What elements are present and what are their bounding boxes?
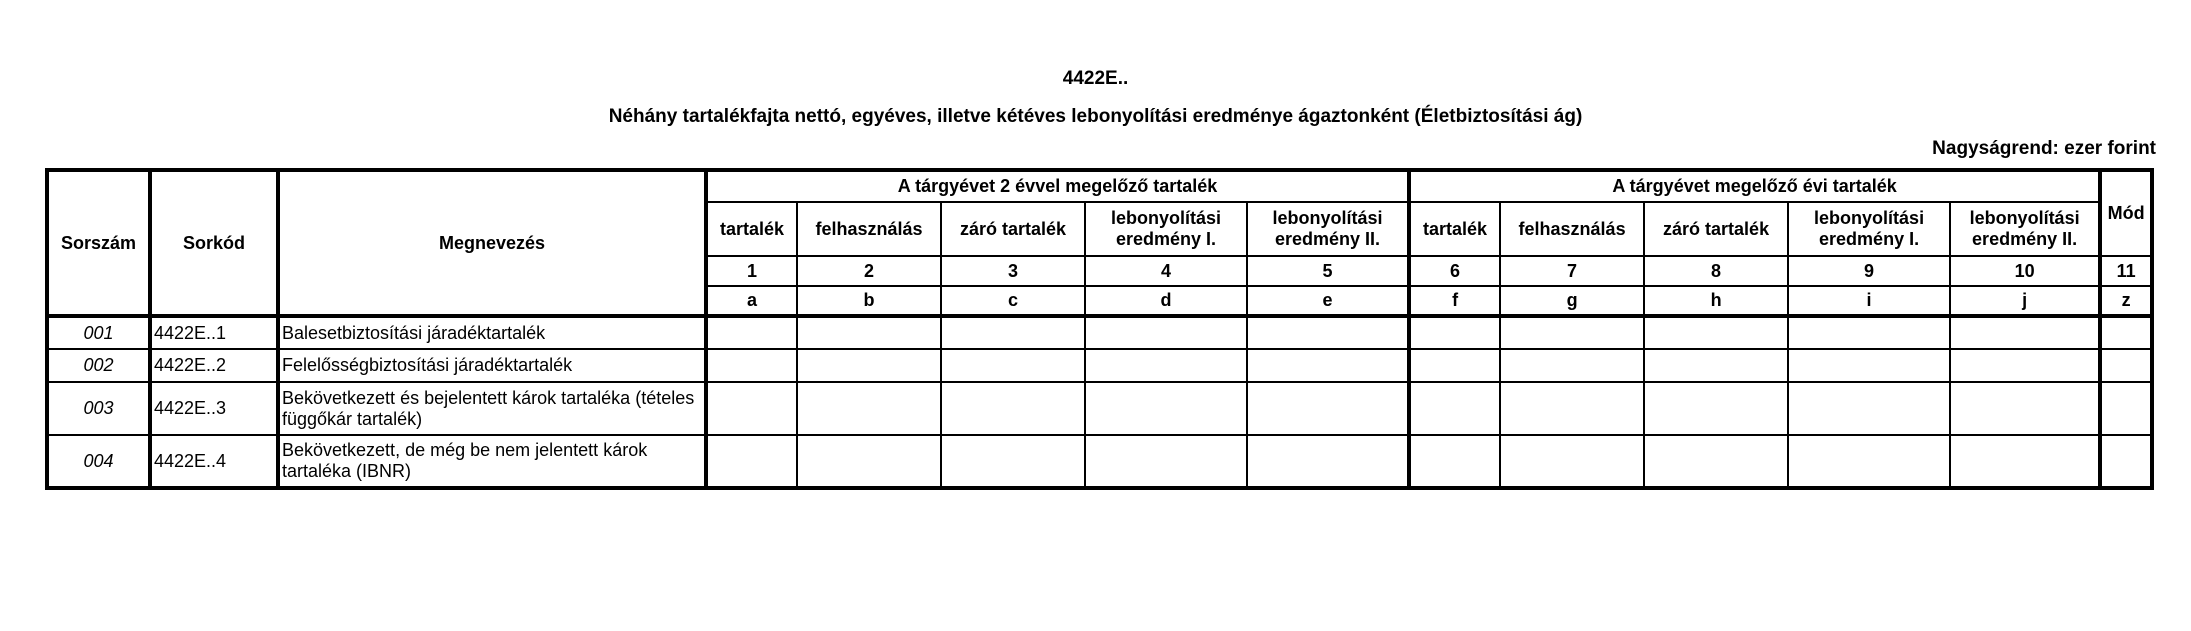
col-letter: c (941, 286, 1085, 316)
col-label: lebonyolítási eredmény II. (1950, 202, 2100, 256)
data-cell[interactable] (1409, 349, 1500, 382)
header-sorkod: Sorkód (150, 170, 278, 316)
table-row (47, 435, 2152, 488)
col-label: lebonyolítási eredmény II. (1247, 202, 1409, 256)
data-cell[interactable] (941, 382, 1085, 435)
data-cell[interactable] (2100, 382, 2152, 435)
col-number: 10 (1950, 256, 2100, 286)
col-letter: j (1950, 286, 2100, 316)
col-label: lebonyolítási eredmény I. (1085, 202, 1247, 256)
data-cell[interactable] (1950, 316, 2100, 349)
data-cell[interactable] (941, 349, 1085, 382)
row-megnevezes: Felelősségbiztosítási járadéktartalék (278, 349, 706, 382)
col-label: záró tartalék (941, 202, 1085, 256)
header-mod: Mód (2100, 170, 2152, 256)
table-title: Néhány tartalékfajta nettó, egyéves, illetve kétéves lebonyolítási eredménye ágaztonként (Életbiztosítási ág) (608, 106, 1583, 127)
data-cell[interactable] (1085, 382, 1247, 435)
data-cell[interactable] (706, 382, 797, 435)
data-cell[interactable] (797, 382, 941, 435)
data-cell[interactable] (1950, 382, 2100, 435)
data-cell[interactable] (1950, 435, 2100, 488)
col-number: 7 (1500, 256, 1644, 286)
row-megnevezes: Bekövetkezett, de még be nem jelentett károk tartaléka (IBNR) (278, 435, 706, 488)
data-cell[interactable] (706, 316, 797, 349)
col-letter: i (1788, 286, 1950, 316)
form-code-title: 4422E.. (1062, 68, 1129, 89)
col-label: záró tartalék (1644, 202, 1788, 256)
data-cell[interactable] (1085, 316, 1247, 349)
data-cell[interactable] (1644, 316, 1788, 349)
row-sorkod: 4422E..3 (150, 382, 278, 435)
header-sorszam: Sorszám (47, 170, 150, 316)
data-cell[interactable] (2100, 435, 2152, 488)
col-letter: a (706, 286, 797, 316)
header-megnevezes: Megnevezés (278, 170, 706, 316)
col-number: 11 (2100, 256, 2152, 286)
data-cell[interactable] (1788, 349, 1950, 382)
data-cell[interactable] (941, 435, 1085, 488)
data-cell[interactable] (1950, 349, 2100, 382)
data-cell[interactable] (1409, 382, 1500, 435)
table-row (47, 349, 2152, 382)
data-cell[interactable] (1409, 435, 1500, 488)
data-cell[interactable] (1500, 349, 1644, 382)
col-label: lebonyolítási eredmény I. (1788, 202, 1950, 256)
col-label: tartalék (1409, 202, 1500, 256)
row-sorszam: 004 (47, 435, 150, 488)
data-cell[interactable] (797, 435, 941, 488)
col-label: felhasználás (1500, 202, 1644, 256)
unit-note: Nagyságrend: ezer forint (1932, 138, 2156, 159)
data-cell[interactable] (1085, 349, 1247, 382)
data-cell[interactable] (1644, 349, 1788, 382)
col-number: 3 (941, 256, 1085, 286)
data-cell[interactable] (1788, 435, 1950, 488)
col-letter: b (797, 286, 941, 316)
data-cell[interactable] (1085, 435, 1247, 488)
col-number: 1 (706, 256, 797, 286)
row-sorszam: 002 (47, 349, 150, 382)
data-cell[interactable] (1500, 382, 1644, 435)
header-group-2-years-before: A tárgyévet 2 évvel megelőző tartalék (706, 170, 1409, 202)
data-cell[interactable] (1644, 435, 1788, 488)
col-number: 5 (1247, 256, 1409, 286)
header-group-previous-year: A tárgyévet megelőző évi tartalék (1409, 170, 2100, 202)
row-sorkod: 4422E..1 (150, 316, 278, 349)
col-number: 6 (1409, 256, 1500, 286)
col-letter: e (1247, 286, 1409, 316)
data-cell[interactable] (1500, 435, 1644, 488)
data-cell[interactable] (1788, 382, 1950, 435)
col-letter: h (1644, 286, 1788, 316)
row-sorszam: 001 (47, 316, 150, 349)
col-letter: g (1500, 286, 1644, 316)
data-cell[interactable] (1788, 316, 1950, 349)
col-label: tartalék (706, 202, 797, 256)
data-cell[interactable] (706, 349, 797, 382)
col-number: 2 (797, 256, 941, 286)
data-cell[interactable] (1409, 316, 1500, 349)
col-number: 8 (1644, 256, 1788, 286)
data-cell[interactable] (1500, 316, 1644, 349)
col-letter: f (1409, 286, 1500, 316)
data-cell[interactable] (1247, 435, 1409, 488)
row-sorkod: 4422E..2 (150, 349, 278, 382)
row-sorkod: 4422E..4 (150, 435, 278, 488)
reserve-table (45, 168, 2154, 490)
table-row (47, 382, 2152, 435)
row-megnevezes: Bekövetkezett és bejelentett károk tartaléka (tételes függőkár tartalék) (278, 382, 706, 435)
data-cell[interactable] (1247, 316, 1409, 349)
data-cell[interactable] (797, 316, 941, 349)
data-cell[interactable] (2100, 349, 2152, 382)
data-cell[interactable] (2100, 316, 2152, 349)
data-cell[interactable] (1644, 382, 1788, 435)
col-letter: z (2100, 286, 2152, 316)
table-row (47, 316, 2152, 349)
data-cell[interactable] (941, 316, 1085, 349)
col-number: 4 (1085, 256, 1247, 286)
col-label: felhasználás (797, 202, 941, 256)
data-cell[interactable] (1247, 349, 1409, 382)
col-letter: d (1085, 286, 1247, 316)
data-cell[interactable] (797, 349, 941, 382)
col-number: 9 (1788, 256, 1950, 286)
data-cell[interactable] (1247, 382, 1409, 435)
data-cell[interactable] (706, 435, 797, 488)
row-megnevezes: Balesetbiztosítási járadéktartalék (278, 316, 706, 349)
row-sorszam: 003 (47, 382, 150, 435)
